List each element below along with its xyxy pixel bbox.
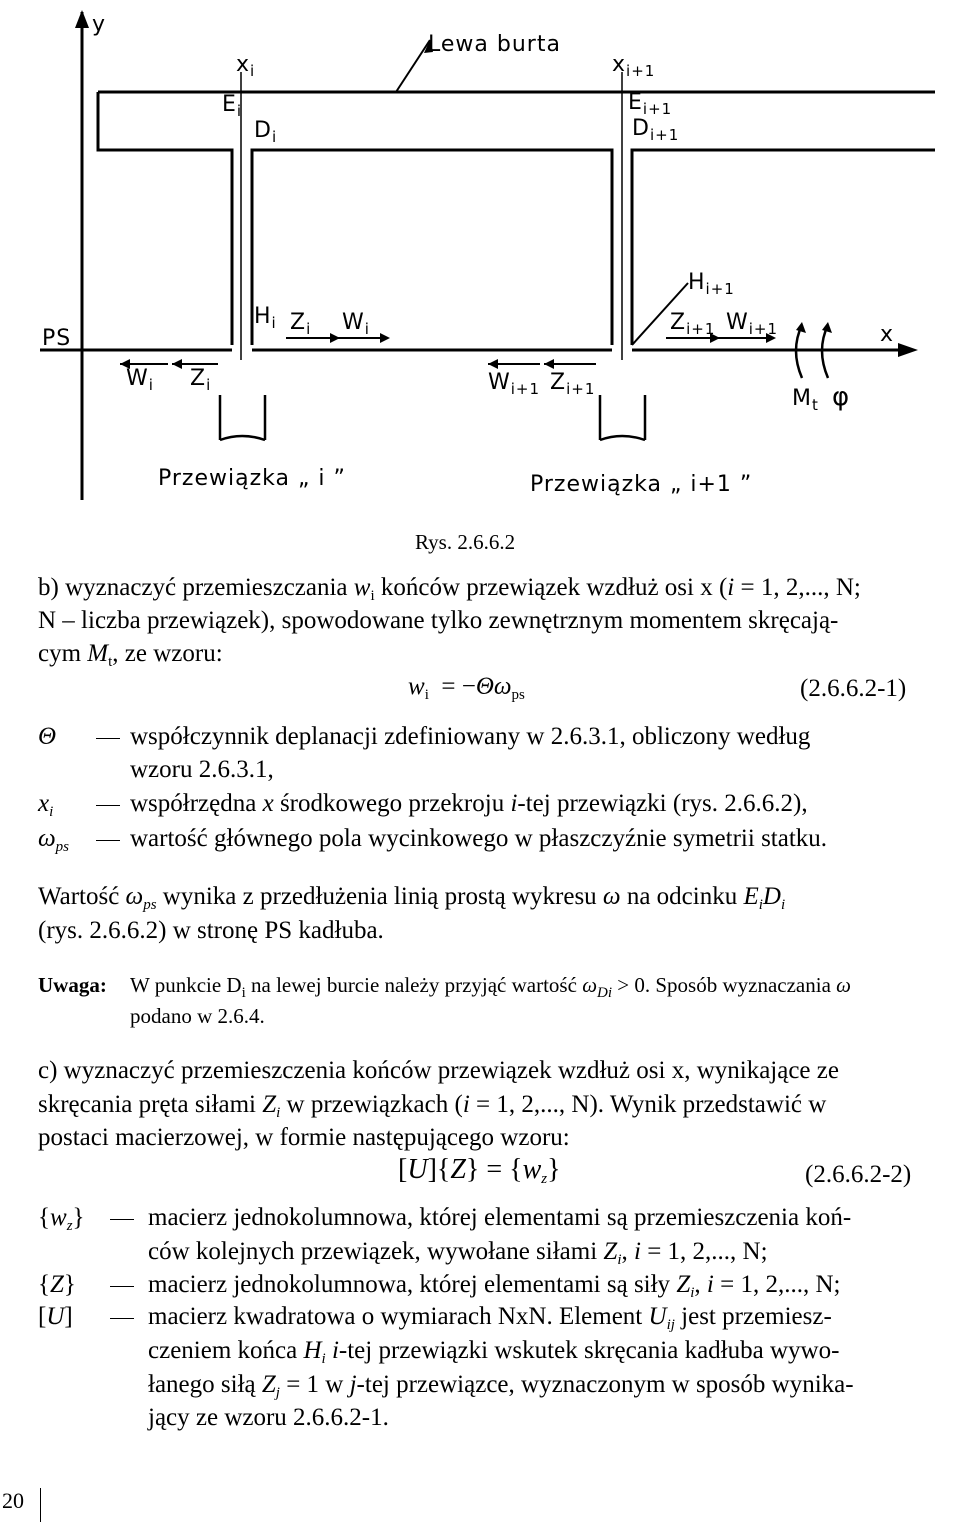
def-z-text: macierz jednokolumnowa, której elementami są siły $Z_i$, i = 1, 2,..., N; — [148, 1271, 841, 1301]
equation-1-number: (2.6.6.2-1) — [800, 675, 907, 702]
di-label: $D_i$ — [254, 118, 278, 146]
def-u-text-3: łanego siłą $Z_j = 1$ w j-tej przewiązce, wyznaczonym w sposób wynika- — [148, 1371, 854, 1401]
wi-bottom-label: $W_i$ — [126, 366, 154, 394]
def-theta-text-2: wzoru 2.6.3.1, — [130, 756, 274, 783]
ps-label: PS — [42, 326, 72, 351]
wi1-bottom-label: $W_{i+1}$ — [488, 370, 541, 398]
lewa-burta-label: Lewa burta — [428, 32, 561, 57]
def-theta-text: współczynnik deplanacji zdefiniowany w 2.6.3.1, obliczony według — [130, 723, 811, 750]
deck-outline — [98, 92, 935, 345]
def-omega-symbol: $\omega_{ps}$ — [38, 825, 69, 855]
def-u-symbol: [U] — [38, 1303, 73, 1330]
uwaga-label: Uwaga: — [38, 973, 107, 997]
def-wz-text-1: macierz jednokolumnowa, której elementami są przemieszczenia koń- — [148, 1204, 852, 1231]
b-line-2: N – liczba przewiązek), spowodowane tylko zewnętrznym momentem skręcają- — [38, 607, 839, 634]
xi1-label: $x_{i+1}$ — [612, 52, 656, 80]
page-number: 20 — [0, 1488, 41, 1522]
def-dash — [110, 1201, 134, 1234]
c-line-2: skręcania pręta siłami $Z_i$ w przewiązkach (i = 1, 2,..., N). Wynik przedstawić w — [38, 1091, 827, 1121]
def-theta-symbol: Θ — [38, 723, 57, 750]
def-z-symbol: {Z} — [38, 1271, 76, 1298]
equation-1: $w_i = -\Theta\omega_{ps}$ — [408, 673, 525, 703]
def-wz-text-2: ców kolejnych przewiązek, wywołane siłami $Z_i$, i = 1, 2,..., N; — [148, 1238, 768, 1268]
wartosc-line-2: (rys. 2.6.6.2) w stronę PS kadłuba. — [38, 917, 384, 944]
c-line-1: c) wyznaczyć przemieszczenia końców przewiązek wzdłuż osi x, wynikające ze — [38, 1057, 839, 1084]
figure-rys-2-6-6-2 — [0, 0, 960, 520]
def-dash — [96, 822, 120, 855]
uwaga-line-1: W punkcie $D_i$ na lewej burcie należy przyjąć wartość $\omega_{Di} > 0$. Sposób wyznaczania ω — [130, 973, 851, 1001]
zi-top-label: $Z_i$ — [290, 310, 312, 338]
def-wz-symbol: $\{w_z\}$ — [38, 1204, 85, 1234]
y-axis-arrow — [75, 10, 89, 28]
przewiazka-i1-label: Przewiązka „ i+1 ” — [530, 472, 753, 497]
x-axis-label: x — [880, 322, 895, 347]
ei-label: $E_i$ — [222, 92, 243, 120]
def-omega-text: wartość głównego pola wycinkowego w płaszczyźnie symetrii statku. — [130, 825, 828, 852]
def-dash — [96, 787, 120, 820]
b-line-1: b) wyznaczyć przemieszczania $w_i$ końców przewiązek wzdłuż osi x (i = 1, 2,..., N; — [38, 574, 861, 604]
zi-bottom-label: $Z_i$ — [190, 366, 212, 394]
ei1-label: $E_{i+1}$ — [628, 90, 673, 118]
przewiazka-i-label: Przewiązka „ i ” — [158, 466, 346, 491]
def-dash — [110, 1268, 134, 1301]
def-dash — [96, 720, 120, 753]
zi1-top-label: $Z_{i+1}$ — [670, 310, 716, 338]
xi-label: $x_i$ — [236, 52, 256, 80]
def-u-text-2: czeniem końca $H_i$ i-tej przewiązki wskutek skręcania kadłuba wywo- — [148, 1337, 840, 1367]
wi1-top-label: $W_{i+1}$ — [726, 310, 779, 338]
wi-top-label: $W_i$ — [342, 310, 370, 338]
uwaga-line-2: podano w 2.6.4. — [130, 1004, 265, 1028]
zi1-bottom-label: $Z_{i+1}$ — [550, 370, 596, 398]
di1-label: $D_{i+1}$ — [632, 116, 680, 144]
def-dash — [110, 1300, 134, 1333]
def-x-symbol: $x_i$ — [38, 790, 54, 820]
equation-2: $[U]\{Z\} = \{w_z\}$ — [398, 1154, 561, 1187]
y-axis-label: y — [92, 12, 107, 37]
hi1-label: $H_{i+1}$ — [688, 270, 735, 298]
equation-2-number: (2.6.6.2-2) — [805, 1161, 912, 1188]
mt-label: $M_t$ — [792, 386, 819, 414]
def-u-text-1: macierz kwadratowa o wymiarach NxN. Element $U_{ij}$ jest przemiesz- — [148, 1303, 832, 1333]
def-u-text-4: jący ze wzoru 2.6.6.2-1. — [148, 1404, 389, 1431]
wartosc-line-1: Wartość $\omega_{ps}$ wynika z przedłużenia linią prostą wykresu ω na odcinku $E_iD_i$ — [38, 883, 786, 913]
def-x-text: współrzędna x środkowego przekroju i-tej przewiązki (rys. 2.6.6.2), — [130, 790, 808, 817]
figure-caption: Rys. 2.6.6.2 — [415, 530, 516, 554]
c-line-3: postaci macierzowej, w formie następującego wzoru: — [38, 1124, 570, 1151]
phi-label: φ — [832, 382, 851, 412]
b-line-3: cym $M_t$, ze wzoru: — [38, 640, 223, 670]
x-axis-arrow — [898, 343, 918, 357]
hi-label: $H_i$ — [254, 304, 277, 332]
